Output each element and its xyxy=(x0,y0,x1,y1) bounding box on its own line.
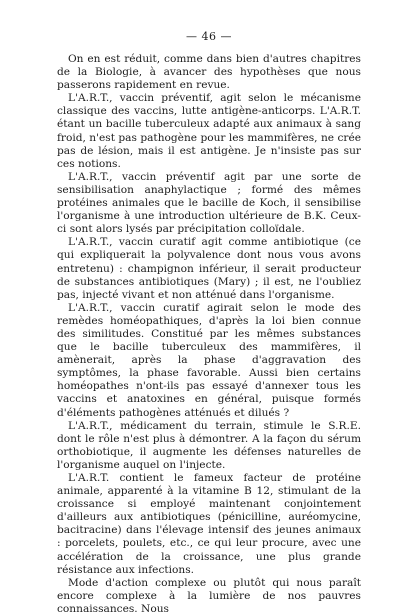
paragraph-anaphylactic-sensitization: L'A.R.T., vaccin préventif agit par une sorte de sensibilisation anaphylactique ; formé des mêmes protéines animales que le bacille de Koch, il sensibilise l'organisme à une introduction ultérieure de B.K. Ceux-ci sont alors lysés par précipitation colloïdale. xyxy=(57,170,361,236)
paragraph-antibiotic-action: L'A.R.T., vaccin curatif agit comme antibiotique (ce qui expliquerait la polyvalence dont nous vous avons entretenu) : champignon inférieur, il serait producteur de substances antibiotiques (Mary) ; il est, ne l'oubliez pas, injecté vivant et non atténué dans l'organisme. xyxy=(57,236,361,301)
paragraph-terrain-medication: L'A.R.T., médicament du terrain, stimule le S.R.E. dont le rôle n'est plus à démontrer. A la façon du sérum orthobiotique, il augmente les défenses naturelles de l'organisme auquel on l'injecte. xyxy=(57,419,361,471)
paragraph-complex-action: Mode d'action complexe ou plutôt qui nous paraît encore complexe à la lumière de nos pauvres connaissances. Nous xyxy=(57,576,361,615)
paragraph-intro: On en est réduit, comme dans bien d'autres chapitres de la Biologie, à avancer des hypothèses que nous passerons rapidement en revue. xyxy=(57,53,361,92)
paragraph-preventive-vaccine: L'A.R.T., vaccin préventif, agit selon le mécanisme classique des vaccins, lutte antigène-anticorps. L'A.R.T. étant un bacille tuberculeux adapté aux animaux à sang froid, n'est pas pathogène pour les mammifères, ne crée pas de lésion, mais il est antigène. Je n'insiste pas sur ces notions. xyxy=(57,92,361,170)
page-number: — 46 — xyxy=(186,30,232,43)
paragraph-homeopathic-mode: L'A.R.T., vaccin curatif agirait selon le mode des remèdes homéopathiques, d'après la loi bien connue des similitudes. Constitué par les mêmes substances que le bacille tuberculeux des mammifères, il amènerait, après la phase d'aggravation des symptômes, la phase favorable. Aussi bien certains homéopathes n'ont-ils pas essayé d'annexer tous les vaccins et anatoxines en général, puisque formés d'éléments pathogènes atténués et dilués ? xyxy=(57,301,361,419)
document-page xyxy=(57,30,361,616)
paragraph-protein-factor: L'A.R.T. contient le fameux facteur de protéine animale, apparenté à la vitamine B 12, stimulant de la croissance si employé maintenant conjointement d'ailleurs aux antibiotiques (pénicilline, auréomycine, bacitracine) dans l'élevage intensif des jeunes animaux : porcelets, poulets, etc., ce qui leur procure, avec une accélération de la croissance, une plus grande résistance aux infections. xyxy=(57,472,361,576)
